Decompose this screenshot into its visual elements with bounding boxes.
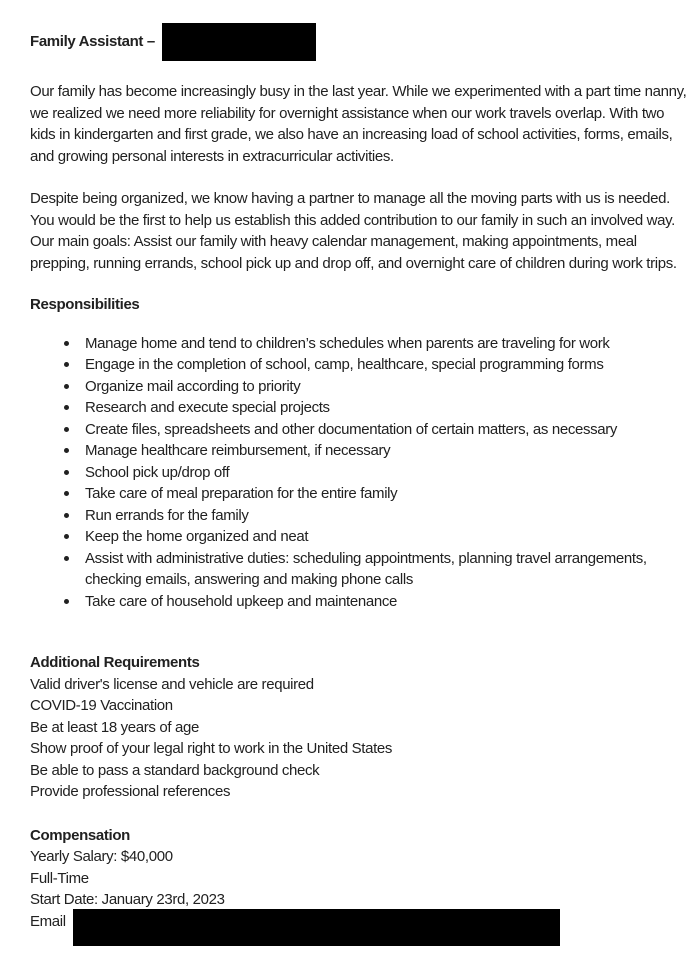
list-item-text: Assist with administrative duties: scheduling appointments, planning travel arrangements, checking emails, answering and making phone calls [85, 549, 647, 588]
responsibilities-list [30, 333, 690, 613]
email-label: Email [30, 912, 66, 930]
compensation-heading: Compensation [30, 826, 130, 844]
list-item-text: Manage healthcare reimbursement, if necessary [85, 442, 391, 459]
list-item [30, 440, 690, 462]
bullet-icon [64, 491, 69, 496]
bullet-icon [64, 448, 69, 453]
list-item [30, 376, 690, 398]
list-item-text: Organize mail according to priority [85, 377, 301, 395]
compensation-line: Start Date: January 23rd, 2023 [30, 891, 225, 908]
list-item-text: Manage home and tend to children’s schedules when parents are traveling for work [85, 334, 610, 352]
responsibilities-heading: Responsibilities [30, 296, 140, 313]
list-item [30, 591, 690, 613]
redacted-email-box [73, 909, 560, 946]
list-item [30, 354, 690, 376]
compensation-lines [30, 846, 690, 911]
bullet-icon [64, 513, 69, 518]
intro-paragraph: Despite being organized, we know having a partner to manage all the moving parts with us is needed. You would be the first to help us establish this added contribution to our family in such an involved way. Our main goals: Assist our family with heavy calendar management, making appointments, meal prepping, running errands, school pick up and drop off, and overnight care of children during work trips. [30, 190, 677, 272]
list-item [30, 505, 690, 527]
list-item-text: Take care of meal preparation for the entire family [85, 485, 398, 502]
list-item-text: Keep the home organized and neat [85, 528, 309, 545]
list-item-text: School pick up/drop off [85, 463, 230, 481]
list-item [30, 548, 690, 591]
requirement-line: Show proof of your legal right to work in the United States [30, 740, 393, 757]
bullet-icon [64, 470, 69, 475]
list-item [30, 462, 690, 484]
email-row [30, 911, 690, 946]
list-item [30, 483, 690, 505]
intro-section [30, 81, 690, 274]
list-item [30, 526, 690, 548]
intro-paragraph: Our family has become increasingly busy in the last year. While we experimented with a part time nanny, we realized we need more reliability for overnight assistance when our work travels overlap. With two kids in kindergarten and first grade, we also have an increasing load of school activities, forms, emails, and growing personal interests in extracurricular activities. [30, 83, 687, 165]
compensation-line: Full-Time [30, 869, 89, 887]
list-item-text: Engage in the completion of school, camp, healthcare, special programming forms [85, 356, 604, 373]
requirement-line: Provide professional references [30, 783, 231, 800]
bullet-icon [64, 405, 69, 410]
list-item [30, 419, 690, 441]
additional-requirements-section [30, 652, 690, 803]
requirement-line: Valid driver's license and vehicle are required [30, 675, 314, 693]
bullet-icon [64, 384, 69, 389]
list-item-text: Create files, spreadsheets and other documentation of certain matters, as necessary [85, 420, 618, 438]
list-item [30, 333, 690, 355]
requirement-line: Be at least 18 years of age [30, 718, 199, 736]
list-item-text: Research and execute special projects [85, 399, 330, 416]
redacted-title-box [162, 23, 316, 61]
requirement-line: Be able to pass a standard background check [30, 761, 320, 779]
bullet-icon [64, 534, 69, 539]
list-item-text: Take care of household upkeep and maintenance [85, 592, 397, 610]
additional-requirements-heading: Additional Requirements [30, 654, 200, 671]
compensation-line: Yearly Salary: $40,000 [30, 848, 173, 865]
list-item-text: Run errands for the family [85, 506, 249, 524]
requirement-line: COVID-19 Vaccination [30, 697, 173, 714]
bullet-icon [64, 556, 69, 561]
bullet-icon [64, 599, 69, 604]
bullet-icon [64, 341, 69, 346]
document-title-row [30, 23, 690, 61]
additional-requirements-list [30, 674, 690, 803]
compensation-section [30, 825, 690, 946]
bullet-icon [64, 427, 69, 432]
bullet-icon [64, 362, 69, 367]
list-item [30, 397, 690, 419]
page-title: Family Assistant – [30, 33, 155, 51]
